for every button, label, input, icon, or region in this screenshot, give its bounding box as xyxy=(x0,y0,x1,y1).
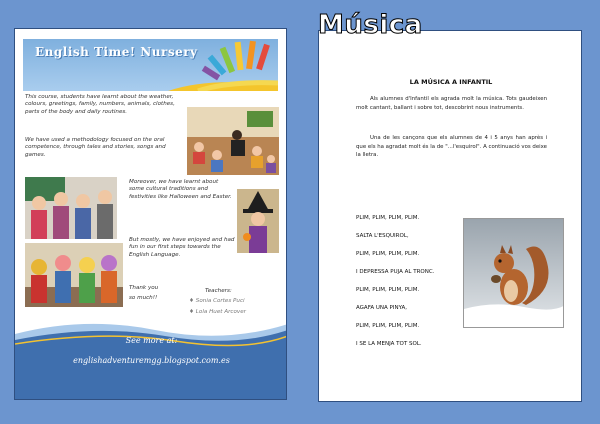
bullet-icon: ♦ xyxy=(189,298,196,304)
rainbow-icon xyxy=(168,39,278,91)
lyric-line: AGAFA UNA PINYA, xyxy=(356,305,408,311)
teacher-item xyxy=(189,298,279,305)
halloween-photo xyxy=(237,189,279,253)
song-lyrics xyxy=(356,209,434,353)
lyric-line: I DEPRESSA PUJA AL TRONC. xyxy=(356,269,435,275)
banner-title: English Time! Nursery xyxy=(35,45,198,59)
music-article-page xyxy=(318,30,582,402)
enjoyed-text: But mostly, we have enjoyed and had fun in our first steps towards the English Language. xyxy=(129,237,235,258)
traditions-text: Moreover, we have learnt about some cultural traditions and festivities like Halloween and Easter. xyxy=(129,179,232,200)
lyric-line: PLIM, PLIM, PLIM, PLIM. xyxy=(356,323,420,329)
teachers-label: Teachers: xyxy=(205,288,232,294)
methodology-text: We have used a methodology focused on the oral competence, through tales and stories, songs and games. xyxy=(25,137,166,158)
music-heading: Música xyxy=(318,10,423,40)
lyric-line: SALTA L'ESQUIROL, xyxy=(356,233,409,239)
bullet-icon: ♦ xyxy=(189,309,196,315)
thanks-line-1: Thank you xyxy=(129,285,159,291)
masks-photo xyxy=(25,243,123,307)
lyric-line: PLIM, PLIM, PLIM, PLIM. xyxy=(356,287,420,293)
article-paragraph-2: Una de les cançons que els alumnes de 4 i 5 anys han après i que els ha agradat molt és la de "...l'esquirol". A continuació vos deixe la lletra. xyxy=(356,135,547,159)
article-title: LA MÚSICA A INFANTIL xyxy=(409,78,493,86)
thanks-line-2: so much!! xyxy=(129,295,158,301)
intro-text: This course, students have learnt about the weather, colours, greetings, family, numbers, animals, clothes, parts of the body and daily routines. xyxy=(25,94,175,115)
article-paragraph-1: Als alumnes d'Infantil els agrada molt la música. Tots gaudeixen molt cantant, ballant i sobre tot, descobrint nous instruments. xyxy=(356,96,547,111)
lyric-line: PLIM, PLIM, PLIM, PLIM. xyxy=(356,215,420,221)
children-photo xyxy=(25,177,117,239)
classroom-photo xyxy=(187,107,279,175)
see-more-label: See more at: xyxy=(125,336,178,345)
blog-link[interactable]: englishadventuremgg.blogspot.com.es xyxy=(73,356,230,365)
lyric-line: PLIM, PLIM, PLIM, PLIM. xyxy=(356,251,420,257)
teacher-name: Sonia Cortes Puci xyxy=(195,298,245,304)
teacher-name: Lola Huet Arcover xyxy=(195,309,246,315)
english-newsletter-page xyxy=(14,28,287,400)
squirrel-photo xyxy=(463,218,564,328)
lyric-line: I SE LA MENJA TOT SOL. xyxy=(356,341,422,347)
banner xyxy=(23,39,278,91)
